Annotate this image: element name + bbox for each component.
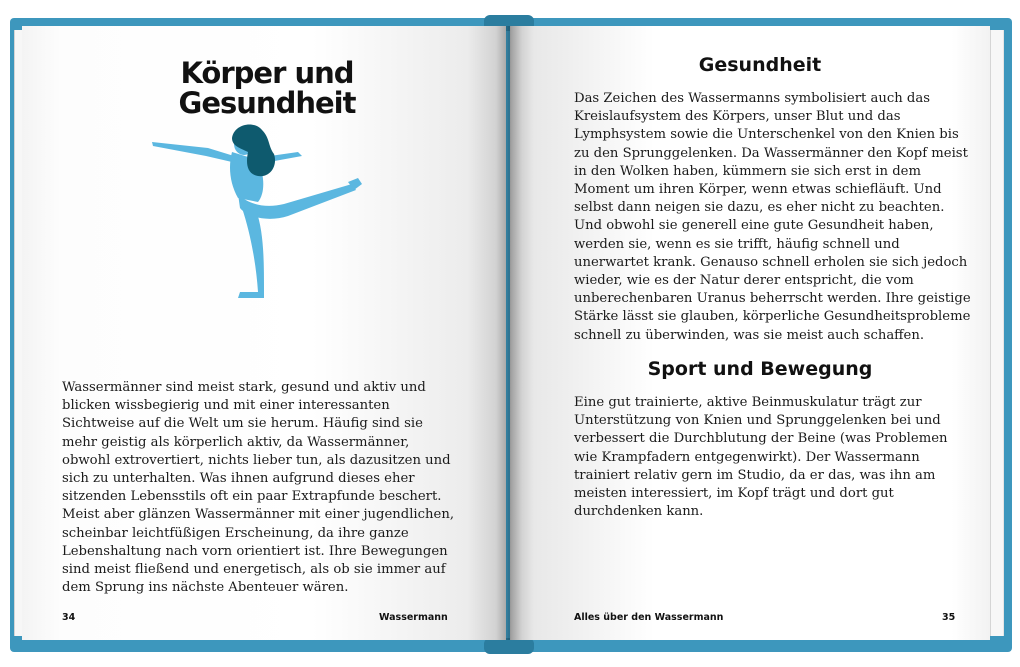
running-footer-right: Alles über den Wassermann <box>574 612 724 623</box>
right-page <box>510 26 990 640</box>
paragraph-sport: Eine gut trainierte, aktive Beinmuskulatur trägt zur Unterstützung von Knien und Sprunggelenken bei und verbessert die Durchblutung der Beine (was Problemen wie Krampfadern entgegenwirkt). Der Wassermann trainiert relativ gern im Studio, da er das, was ihn am meisten interessiert, im Kopf trägt und dort gut durchdenken kann. <box>574 395 948 520</box>
heading-sport: Sport und Bewegung <box>647 358 873 380</box>
heading-gesundheit: Gesundheit <box>698 54 822 76</box>
gutter-shadow <box>496 26 522 640</box>
paragraph-gesundheit: Das Zeichen des Wassermanns symbolisiert auch das Kreislaufsystem des Körpers, unser Blut und das Lymphsystem sowie die Unterschenkel von den Knien bis zu den Sprunggelenken. Da Wassermänner den Kopf meist in den Wolken haben, kümmern sie sich erst in dem Moment um ihren Körper, wenn etwas schiefläuft. Und selbst dann neigen sie dazu, es eher nicht zu beachten. Und obwohl sie generell eine gute Gesundheit haben, werden sie, wenn es sie trifft, häufig schnell und unerwartet krank. Genauso schnell erholen sie sich jedoch wieder, wie es der Natur derer entspricht, die vom unberechenbaren Uranus beherrscht werden. Ihre geistige Stärke lässt sie glauben, körperliche Gesundheitsprobleme schnell zu überwinden, was sie meist auch schaffen. <box>574 91 971 343</box>
left-body-text: Wassermänner sind meist stark, gesund und aktiv und blicken wissbegierig und mit einer interessanten Sichtweise auf die Welt um sie herum. Häufig sind sie mehr geistig als körperlich aktiv, da Wassermänner, obwohl extrovertiert, nichts lieber tun, als dazusitzen und sich zu unterhalten. Was ihnen aufgrund dieses eher sitzenden Lebensstils oft ein paar Extrapfunde beschert. Meist aber glänzen Wassermänner mit einer jugendlichen, scheinbar leichtfüßigen Erscheinung, da ihre ganze Lebenshaltung nach vorn orientiert ist. Ihre Bewegungen sind meist fließend und energetisch, als ob sie immer auf dem Sprung ins nächste Abenteuer wären. <box>62 380 455 596</box>
running-footer-left: Wassermann <box>379 612 448 623</box>
yoga-figure-illustration <box>152 122 392 302</box>
chapter-title: Körper und Gesundheit <box>178 56 356 120</box>
left-page <box>22 26 506 640</box>
page-edges-right <box>990 30 1004 636</box>
spine-bottom <box>484 638 534 654</box>
page-number-right: 35 <box>942 612 956 623</box>
page-number-left: 34 <box>62 612 76 623</box>
